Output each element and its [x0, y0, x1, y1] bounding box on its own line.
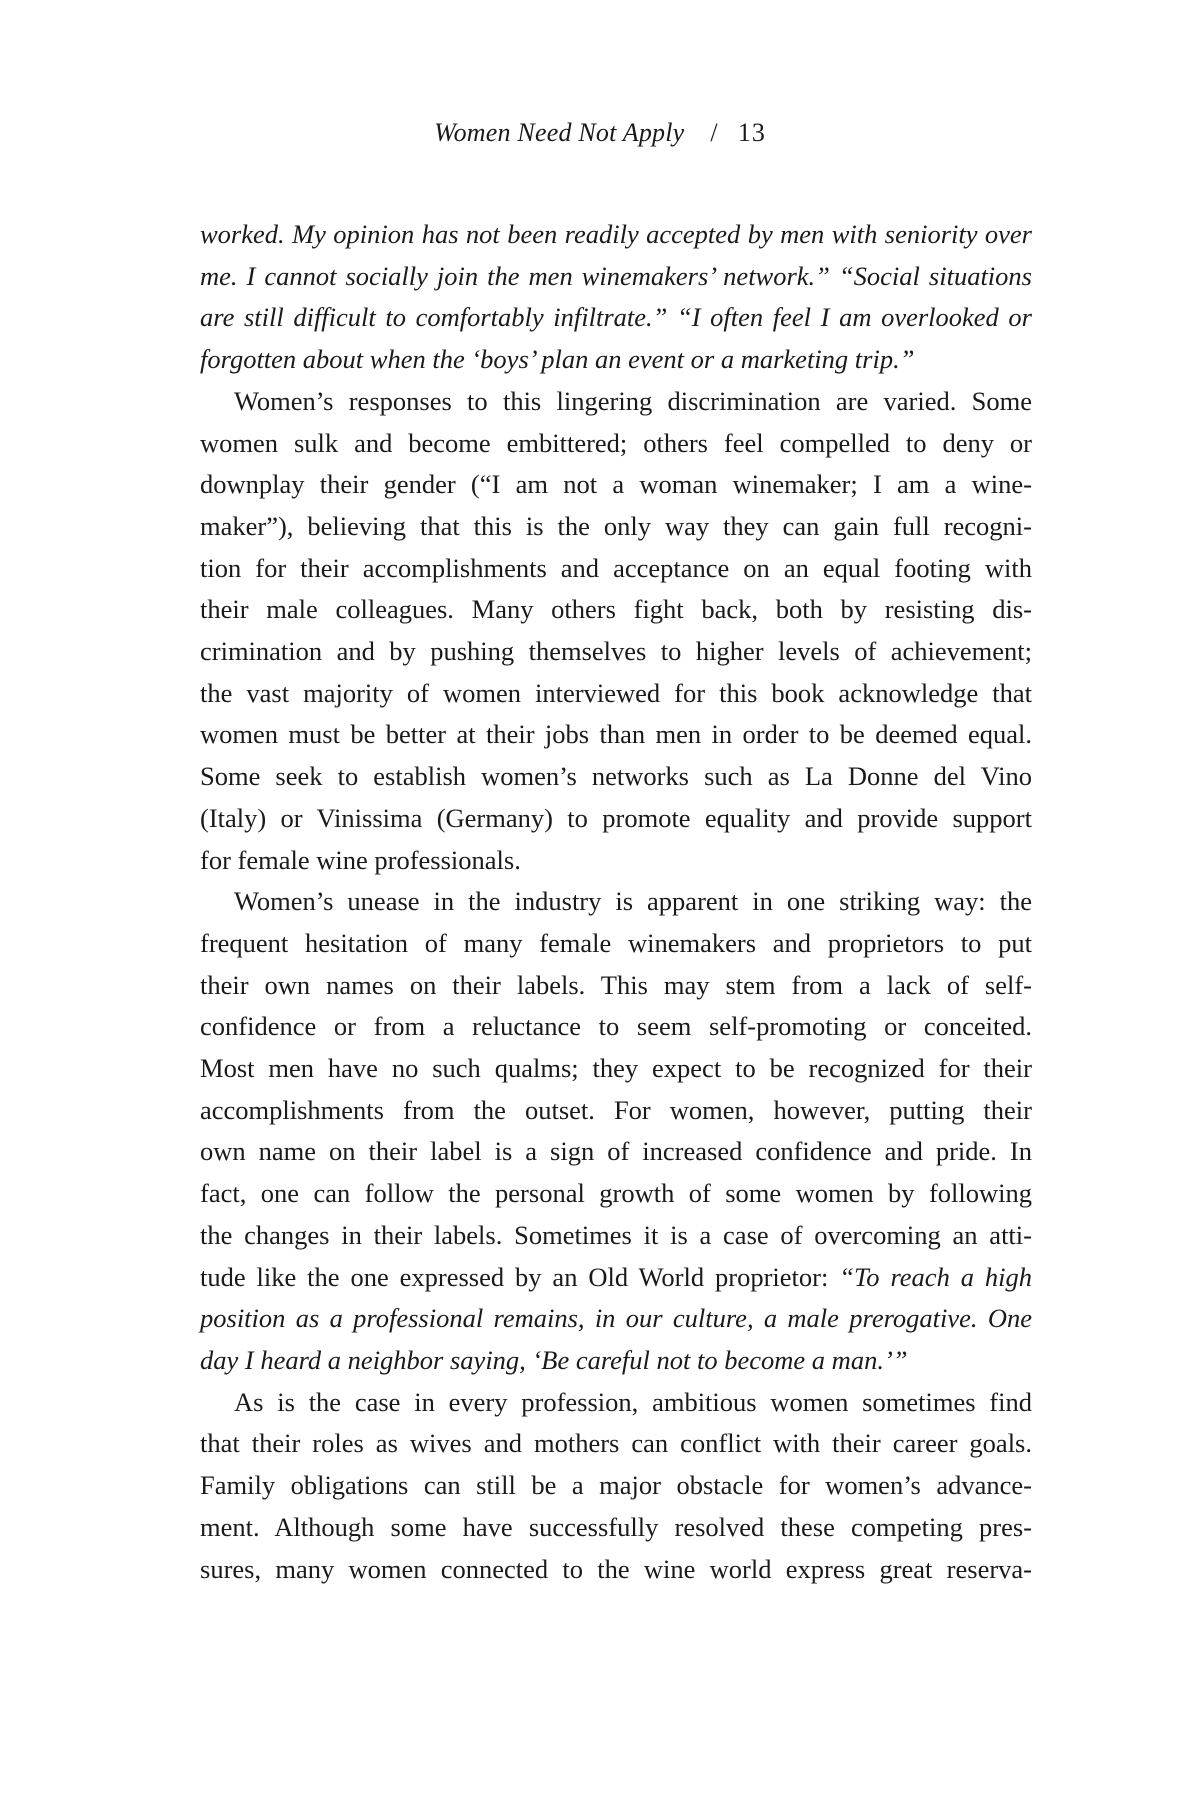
text-run: Most men have no such qualms; they expect to be recognized for their — [200, 1053, 1032, 1084]
text-run: crimination and by pushing themselves to higher levels of achievement; — [200, 636, 1032, 667]
text-run: As is the case in every profession, ambitious women sometimes find — [234, 1386, 1032, 1417]
text-line — [200, 423, 1032, 465]
text-line — [200, 1382, 1032, 1424]
text-line — [200, 1090, 1032, 1132]
text-line — [200, 1215, 1032, 1257]
text-run: the vast majority of women interviewed for this book acknowledge that — [200, 677, 1032, 708]
text-line — [200, 1340, 1032, 1382]
text-line — [200, 923, 1032, 965]
text-run: the changes in their labels. Sometimes it is a case of overcoming an atti- — [200, 1219, 1032, 1250]
text-run: accomplishments from the outset. For women, however, putting their — [200, 1094, 1032, 1125]
text-line — [200, 1131, 1032, 1173]
text-run: sures, many women connected to the wine world express great reserva- — [200, 1553, 1032, 1584]
text-run: ment. Although some have successfully resolved these competing pres- — [200, 1511, 1032, 1542]
text-run: Family obligations can still be a major obstacle for women’s advance- — [200, 1470, 1032, 1501]
text-run: women must be better at their jobs than men in order to be deemed equal. — [200, 719, 1032, 750]
text-run: their own names on their labels. This may stem from a lack of self- — [200, 969, 1032, 1000]
text-line — [200, 1465, 1032, 1507]
text-run: Women’s responses to this lingering discrimination are varied. Some — [234, 385, 1032, 416]
text-run: Some seek to establish women’s networks such as La Donne del Vino — [200, 761, 1032, 792]
text-line — [200, 1257, 1032, 1299]
text-run: (Italy) or Vinissima (Germany) to promote equality and provide support — [200, 802, 1032, 833]
text-run: confidence or from a reluctance to seem self-promoting or conceited. — [200, 1011, 1032, 1042]
text-line — [200, 798, 1032, 840]
text-line — [200, 1549, 1032, 1591]
text-line — [200, 1173, 1032, 1215]
paragraph — [200, 214, 1032, 381]
page-number: 13 — [737, 118, 766, 147]
italic-text: day I heard a neighbor saying, ‘Be careful not to become a man.’” — [200, 1344, 908, 1375]
text-run: fact, one can follow the personal growth of some women by following — [200, 1178, 1032, 1209]
text-run: Women’s unease in the industry is apparent in one striking way: the — [234, 886, 1032, 917]
text-line — [200, 256, 1032, 298]
text-line — [200, 756, 1032, 798]
body-text — [200, 214, 1032, 1590]
text-line — [200, 840, 1032, 882]
text-line — [200, 464, 1032, 506]
text-line — [200, 506, 1032, 548]
running-head-separator: / — [710, 118, 718, 147]
paragraph — [200, 881, 1032, 1381]
italic-text: are still difficult to comfortably infiltrate.” “I often feel I am overlooked or — [200, 302, 1032, 333]
text-line — [200, 548, 1032, 590]
text-run: tion for their accomplishments and acceptance on an equal footing with — [200, 552, 1032, 583]
text-line — [200, 1006, 1032, 1048]
italic-text: position as a professional remains, in our culture, a male prerogative. One — [200, 1303, 1032, 1334]
text-run: their male colleagues. Many others fight back, both by resisting dis- — [200, 594, 1032, 625]
text-run: downplay their gender (“I am not a woman winemaker; I am a wine- — [200, 469, 1032, 500]
paragraph — [200, 1382, 1032, 1591]
text-line — [200, 297, 1032, 339]
italic-text: me. I cannot socially join the men winemakers’ network.” “Social situations — [200, 260, 1032, 291]
text-line — [200, 1423, 1032, 1465]
text-run: tude like the one expressed by an Old World proprietor: — [200, 1261, 840, 1292]
text-line — [200, 673, 1032, 715]
text-run: for female wine professionals. — [200, 844, 521, 875]
text-run: women sulk and become embittered; others feel compelled to deny or — [200, 427, 1032, 458]
text-line — [200, 339, 1032, 381]
text-line — [200, 214, 1032, 256]
running-head-title: Women Need Not Apply — [434, 118, 685, 147]
italic-text: “To reach a high — [839, 1261, 1033, 1292]
text-run: maker”), believing that this is the only way they can gain full recogni- — [200, 510, 1032, 541]
text-line — [200, 714, 1032, 756]
italic-text: forgotten about when the ‘boys’ plan an event or a marketing trip.” — [200, 344, 915, 375]
text-run: that their roles as wives and mothers can conflict with their career goals. — [200, 1428, 1032, 1459]
text-line — [200, 1298, 1032, 1340]
text-line — [200, 1507, 1032, 1549]
italic-text: worked. My opinion has not been readily accepted by men with seniority over — [200, 219, 1032, 249]
text-line — [200, 631, 1032, 673]
text-line — [200, 381, 1032, 423]
paragraph — [200, 381, 1032, 881]
text-run: own name on their label is a sign of increased confidence and pride. In — [200, 1136, 1032, 1167]
text-line — [200, 1048, 1032, 1090]
text-run: frequent hesitation of many female winemakers and proprietors to put — [200, 927, 1032, 958]
text-line — [200, 589, 1032, 631]
running-head — [0, 118, 1200, 148]
text-line — [200, 881, 1032, 923]
text-line — [200, 965, 1032, 1007]
